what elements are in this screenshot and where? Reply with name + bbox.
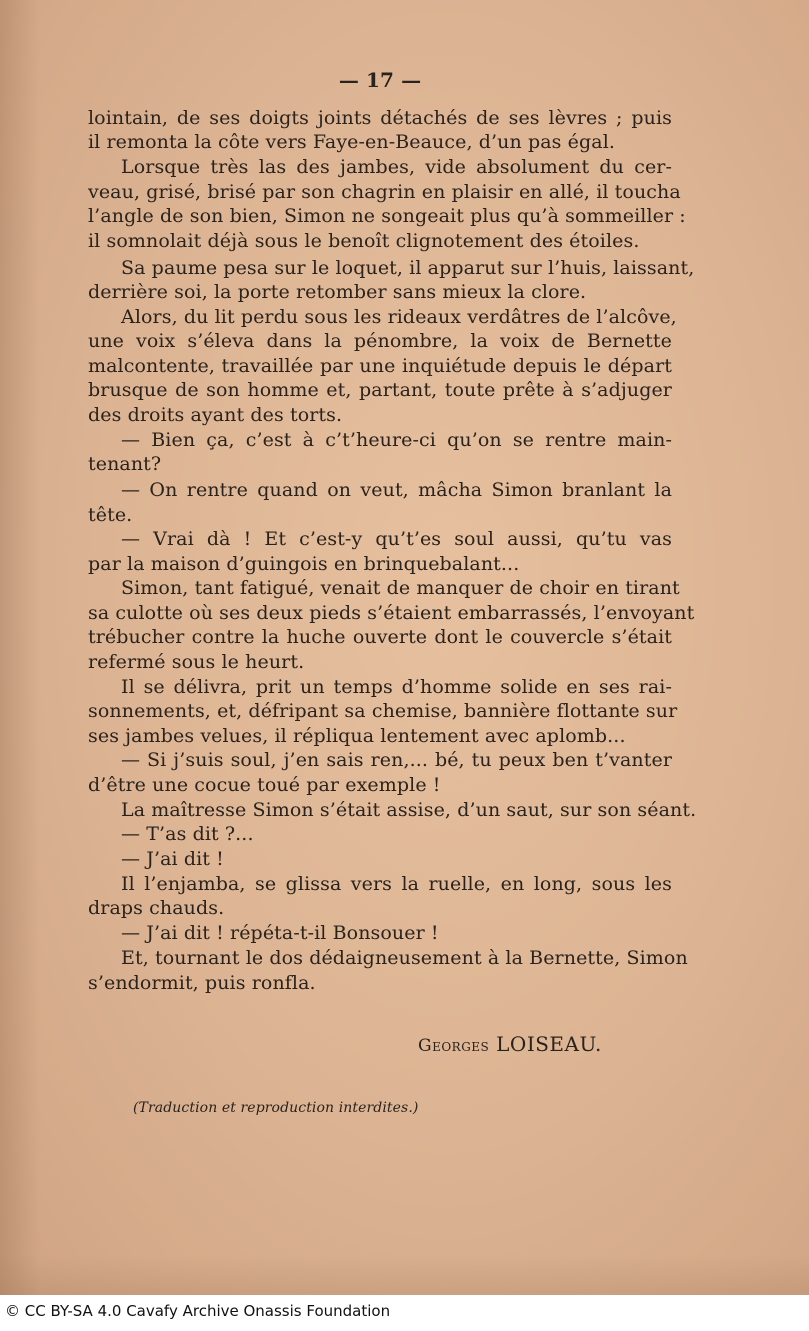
text-line: — J’ai dit ! répéta-t-il Bonsouer ! — [121, 922, 439, 944]
text-line: Alors, du lit perdu sous les rideaux verdâtres de l’alcôve, — [121, 306, 677, 328]
rights-notice: (Traduction et reproduction interdites.) — [133, 1100, 419, 1116]
text-line: Sa paume pesa sur le loquet, il apparut sur l’huis, laissant, — [121, 257, 695, 279]
text-line: refermé sous le heurt. — [88, 651, 305, 673]
text-line: trébucher contre la huche ouverte dont le couvercle s’était — [88, 626, 672, 648]
text-line: — On rentre quand on veut, mâcha Simon branlant la — [121, 479, 672, 501]
author-last-name: LOISEAU. — [496, 1032, 602, 1056]
text-line: draps chauds. — [88, 897, 225, 919]
credit-bar — [0, 1295, 809, 1331]
text-line: ses jambes velues, il répliqua lentement avec aplomb... — [88, 725, 626, 747]
text-line: Lorsque très las des jambes, vide absolument du cer- — [121, 156, 672, 178]
page-number: — 17 — — [338, 68, 422, 92]
text-line: Il l’enjamba, se glissa vers la ruelle, en long, sous les — [121, 873, 672, 895]
text-line: sonnements, et, défripant sa chemise, bannière flottante sur — [88, 700, 678, 722]
text-line: par la maison d’guingois en brinquebalant... — [88, 553, 520, 575]
text-line: il remonta la côte vers Faye-en-Beauce, d’un pas égal. — [88, 131, 616, 153]
text-line: derrière soi, la porte retomber sans mieux la clore. — [88, 281, 587, 303]
license-credit: © CC BY-SA 4.0 Cavafy Archive Onassis Foundation — [5, 1302, 391, 1320]
text-line: — Vrai dà ! Et c’est-y qu’t’es soul aussi, qu’tu vas — [121, 528, 672, 550]
text-line: brusque de son homme et, partant, toute prête à s’adjuger — [88, 379, 672, 401]
text-line: une voix s’éleva dans la pénombre, la voix de Bernette — [88, 330, 672, 352]
text-line: malcontente, travaillée par une inquiétude depuis le départ — [88, 355, 672, 377]
text-line: — J’ai dit ! — [121, 848, 224, 870]
text-line: — T’as dit ?... — [121, 823, 254, 845]
text-line: il somnolait déjà sous le benoît clignotement des étoiles. — [88, 230, 640, 252]
text-line: Il se délivra, prit un temps d’homme solide en ses rai- — [121, 676, 672, 698]
text-line: sa culotte où ses deux pieds s’étaient embarrassés, l’envoyant — [88, 602, 695, 624]
text-line: — Bien ça, c’est à c’t’heure-ci qu’on se rentre main- — [121, 429, 672, 451]
author-signature — [418, 1032, 602, 1056]
author-first-name: Georges — [418, 1036, 490, 1056]
text-line: — Si j’suis soul, j’en sais ren,... bé, tu peux ben t’vanter — [121, 749, 672, 771]
text-line: des droits ayant des torts. — [88, 404, 343, 426]
text-line: lointain, de ses doigts joints détachés de ses lèvres ; puis — [88, 107, 672, 129]
text-line: veau, grisé, brisé par son chagrin en plaisir en allé, il toucha — [88, 181, 681, 203]
text-line: l’angle de son bien, Simon ne songeait plus qu’à sommeiller : — [88, 205, 686, 227]
text-line: Et, tournant le dos dédaigneusement à la Bernette, Simon — [121, 947, 688, 969]
text-line: tête. — [88, 504, 133, 526]
text-line: s’endormit, puis ronfla. — [88, 972, 316, 994]
text-line: La maîtresse Simon s’était assise, d’un saut, sur son séant. — [121, 799, 697, 821]
text-line: d’être une cocue toué par exemple ! — [88, 774, 441, 796]
text-line: Simon, tant fatigué, venait de manquer de choir en tirant — [121, 577, 680, 599]
text-line: tenant? — [88, 453, 162, 475]
